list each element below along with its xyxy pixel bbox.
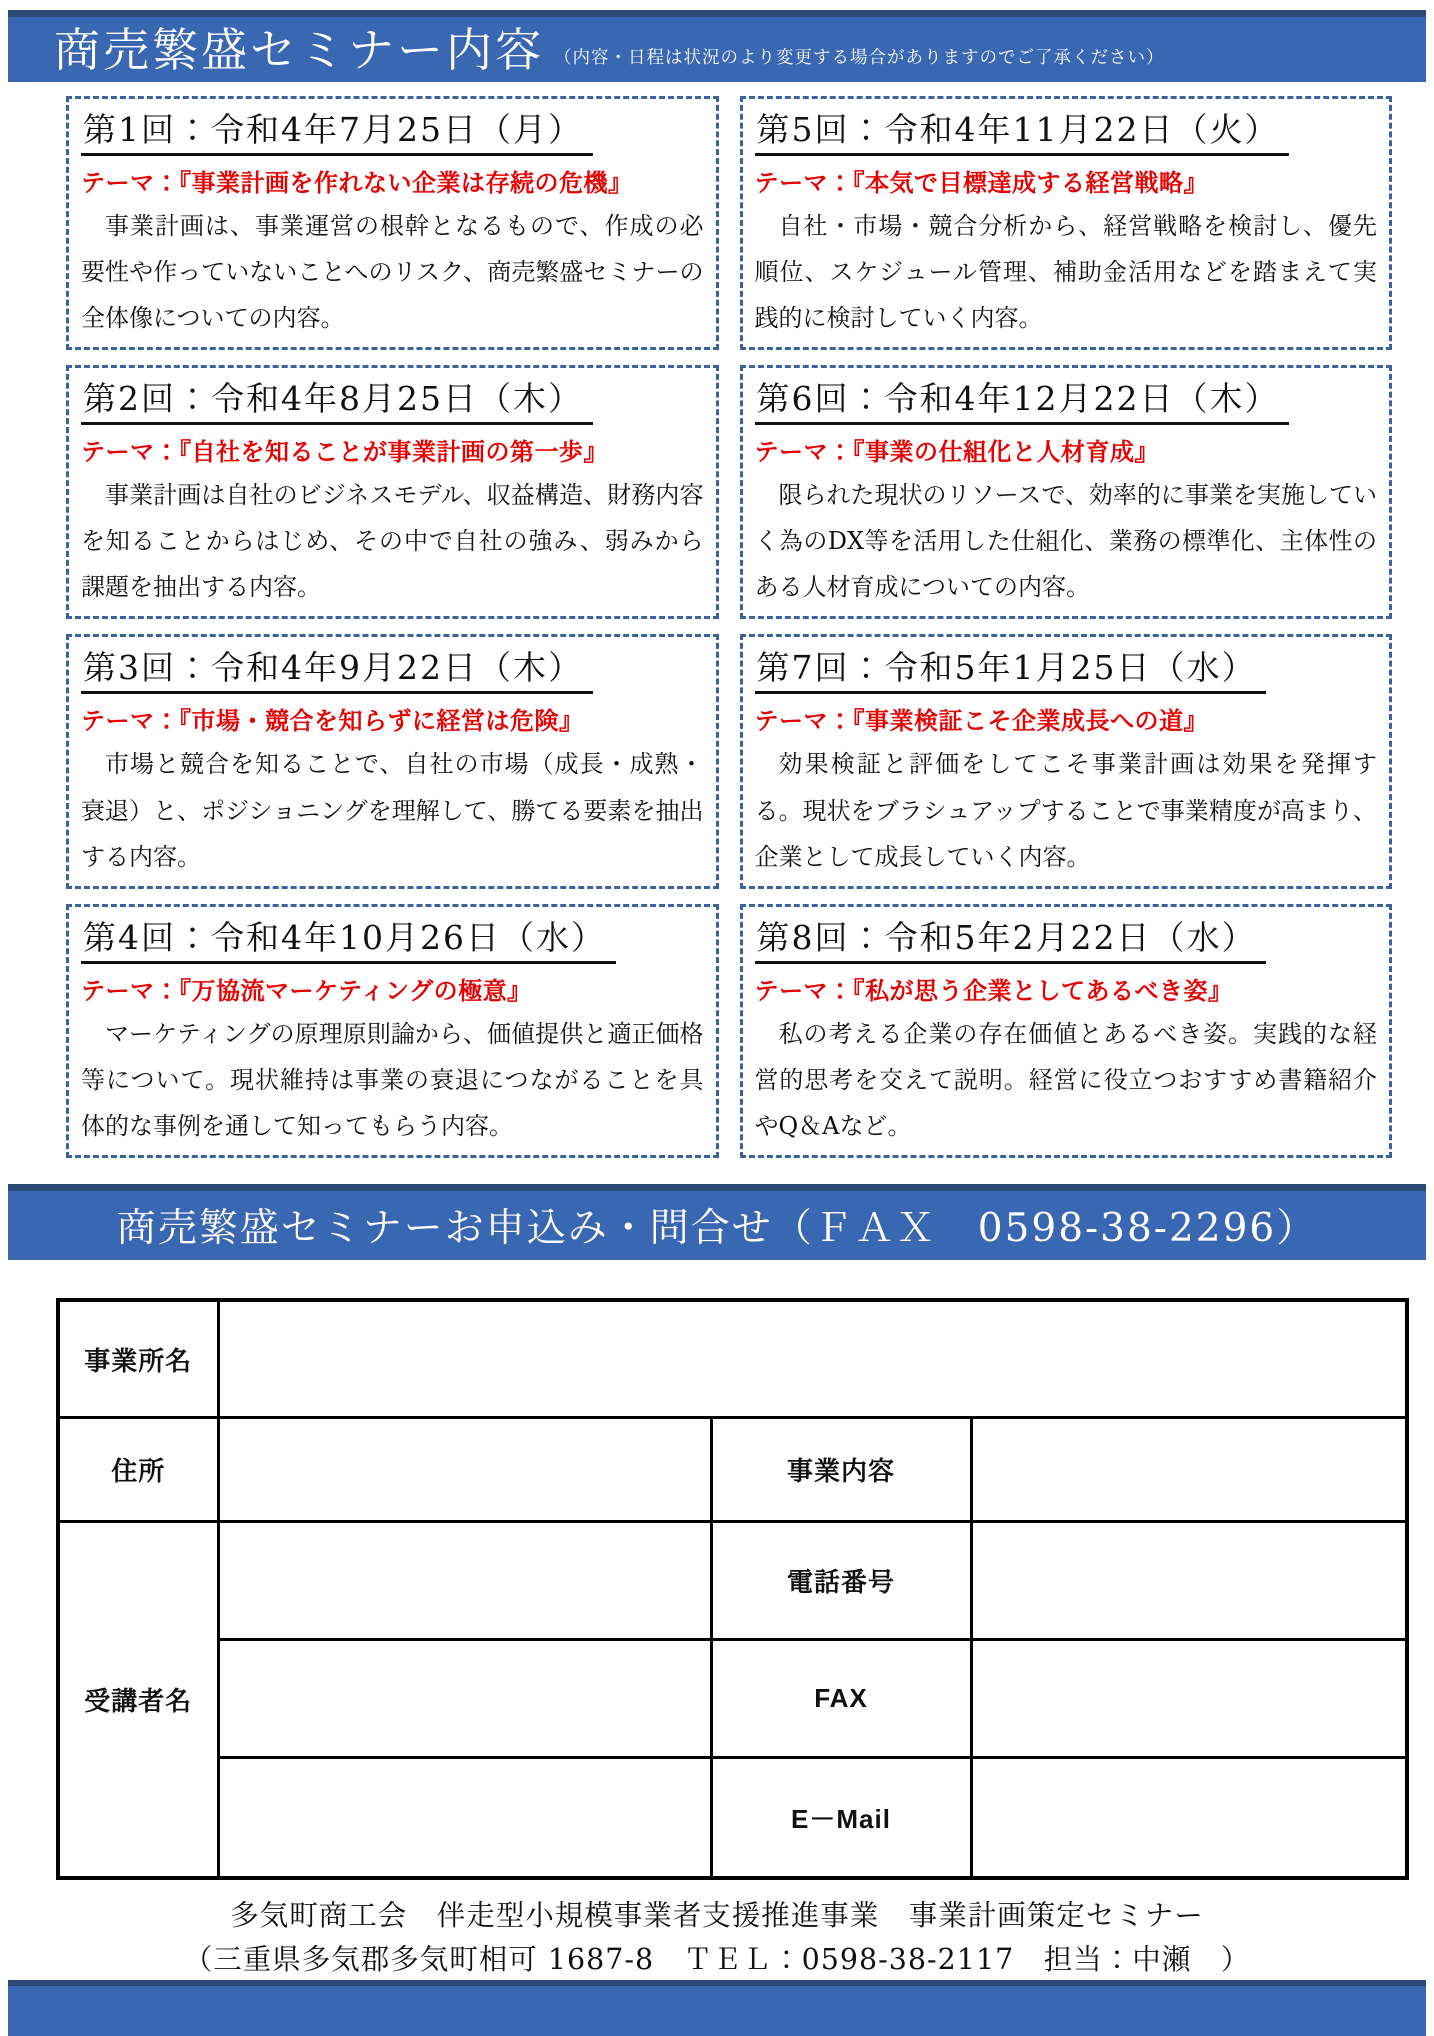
phone-row (58, 1522, 1407, 1640)
phone-field (971, 1522, 1407, 1640)
office-name-field (218, 1300, 1407, 1418)
attendee-name-field-2 (218, 1640, 711, 1758)
session-3-description: 市場と競合を知ることで、自社の市場（成長・成熟・衰退）と、ポジショニングを理解して、勝てる要素を抽出する内容。 (81, 750, 704, 871)
session-card-7 (740, 634, 1393, 888)
session-grid (66, 96, 1392, 1158)
attendee-name-label: 受講者名 (58, 1522, 218, 1878)
session-1-description: 事業計画は、事業運営の根幹となるもので、作成の必要性や作っていないことへのリスク、商売繁盛セミナーの全体像についての内容。 (81, 212, 704, 333)
office-name-row (58, 1300, 1407, 1418)
session-2-theme: テーマ：『自社を知ることが事業計画の第一歩』 (81, 439, 608, 467)
office-name-label: 事業所名 (58, 1300, 218, 1418)
attendee-name-field-1 (218, 1522, 711, 1640)
phone-label: 電話番号 (711, 1522, 971, 1640)
session-7-date-heading: 第7回：令和5年1月25日（水） (755, 642, 1267, 694)
session-4-description: マーケティングの原理原則論から、価値提供と適正価格等について。現状維持は事業の衰退につながることを具体的な事例を通して知ってもらう内容。 (81, 1019, 704, 1140)
session-7-description: 効果検証と評価をしてこそ事業計画は効果を発揮する。現状をブラシュアップすることで事業精度が高まり、企業として成長していく内容。 (754, 750, 1377, 871)
address-field (218, 1418, 711, 1522)
apply-fax-bar (8, 1184, 1426, 1260)
business-content-label: 事業内容 (711, 1418, 971, 1522)
header-banner (8, 10, 1426, 82)
session-8-date-heading: 第8回：令和5年2月22日（水） (755, 912, 1267, 964)
session-card-8 (740, 904, 1393, 1158)
session-2-date-heading: 第2回：令和4年8月25日（木） (81, 373, 593, 425)
session-6-theme: テーマ：『事業の仕組化と人材育成』 (754, 439, 1159, 467)
footer-line-2: （三重県多気郡多気町相可 1687-8 ＴＥＬ：0598-38-2117 担当：中瀬 ） (183, 1943, 1251, 1977)
business-content-field (971, 1418, 1407, 1522)
session-4-theme: テーマ：『万協流マーケティングの極意』 (81, 977, 532, 1005)
fax-field (971, 1640, 1407, 1758)
session-1-theme: テーマ：『事業計画を作れない企業は存続の危機』 (81, 170, 633, 197)
email-label: E－Mail (711, 1758, 971, 1878)
seminar-flyer-page (0, 10, 1434, 1982)
session-3-date-heading: 第3回：令和4年9月22日（木） (81, 642, 593, 694)
footer-line-1: 多気町商工会 伴走型小規模事業者支援推進事業 事業計画策定セミナー (230, 1898, 1204, 1932)
session-card-3 (66, 634, 719, 888)
address-label: 住所 (58, 1418, 218, 1522)
address-row (58, 1418, 1407, 1522)
bottom-decoration-bar (8, 1980, 1426, 2036)
session-1-date-heading: 第1回：令和4年7月25日（月） (81, 104, 593, 156)
email-row (58, 1758, 1407, 1878)
fax-row (58, 1640, 1407, 1758)
session-card-2 (66, 365, 719, 619)
attendee-name-field-3 (218, 1758, 711, 1878)
session-2-description: 事業計画は自社のビジネスモデル、収益構造、財務内容を知ることからはじめ、その中で自社の強み、弱みから課題を抽出する内容。 (81, 481, 704, 602)
session-4-date-heading: 第4回：令和4年10月26日（水） (81, 912, 616, 964)
session-5-date-heading: 第5回：令和4年11月22日（火） (755, 104, 1290, 156)
session-7-theme: テーマ：『事業検証こそ企業成長への道』 (754, 708, 1208, 736)
fax-label: FAX (711, 1640, 971, 1758)
apply-fax-bar-label: 商売繁盛セミナーお申込み・問合せ（ＦＡＸ 0598-38-2296） (116, 1206, 1318, 1252)
session-card-1 (66, 96, 719, 350)
session-5-description: 自社・市場・競合分析から、経営戦略を検討し、優先順位、スケジュール管理、補助金活用などを踏まえて実践的に検討していく内容。 (754, 212, 1377, 333)
session-6-date-heading: 第6回：令和4年12月22日（木） (755, 373, 1290, 425)
email-field (971, 1758, 1407, 1878)
session-card-6 (740, 365, 1393, 619)
page-title: 商売繁盛セミナー内容 (54, 22, 544, 77)
session-card-5 (740, 96, 1393, 350)
application-form-table (56, 1298, 1409, 1880)
session-card-4 (66, 904, 719, 1158)
header-note: （内容・日程は状況のより変更する場合がありますのでご了承ください） (554, 48, 1165, 68)
session-5-theme: テーマ：『本気で目標達成する経営戦略』 (754, 170, 1208, 197)
footer-contact (0, 1894, 1434, 1982)
session-8-theme: テーマ：『私が思う企業としてあるべき姿』 (754, 977, 1233, 1005)
session-6-description: 限られた現状のリソースで、効率的に事業を実施していく為のDX等を活用した仕組化、業務の標準化、主体性のある人材育成についての内容。 (754, 481, 1377, 602)
session-8-description: 私の考える企業の存在価値とあるべき姿。実践的な経営的思考を交えて説明。経営に役立つおすすめ書籍紹介やQ＆Aなど。 (754, 1019, 1377, 1140)
session-3-theme: テーマ：『市場・競合を知らずに経営は危険』 (81, 708, 584, 736)
